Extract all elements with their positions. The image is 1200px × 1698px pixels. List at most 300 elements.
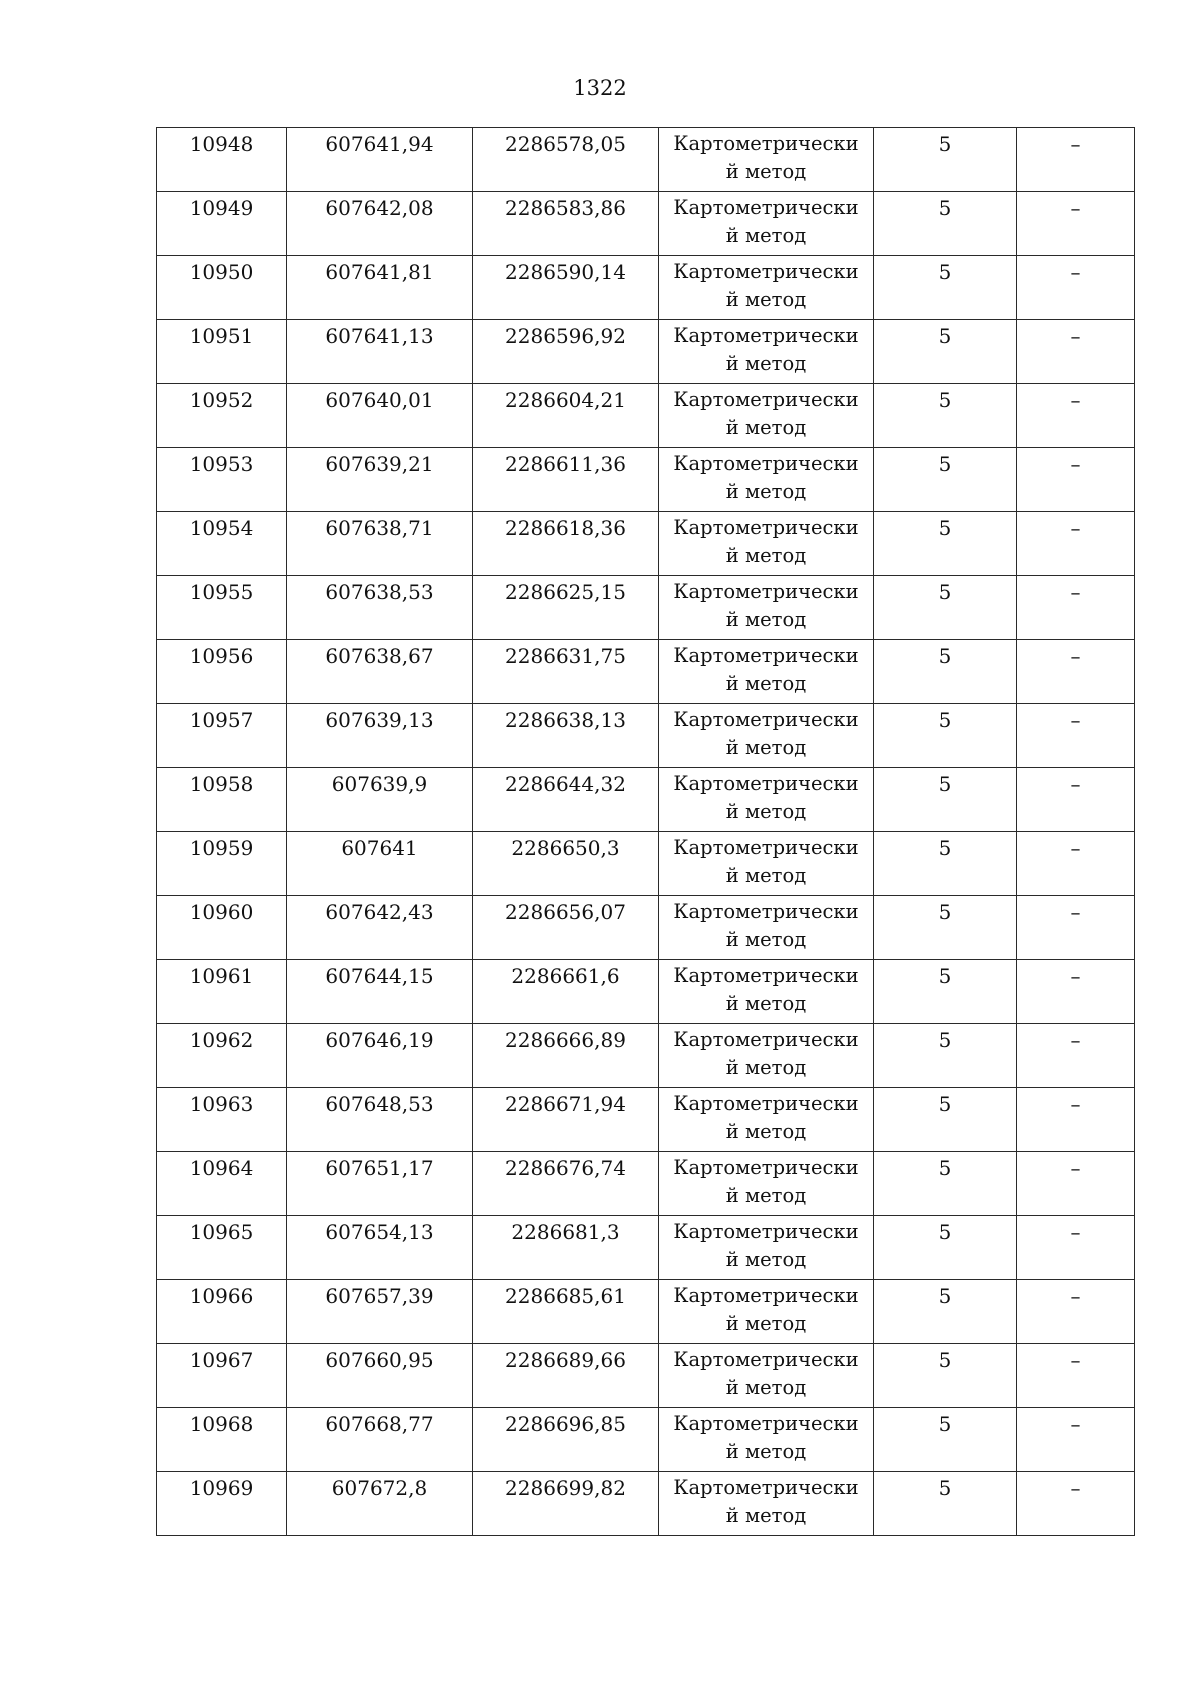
y-coordinate-cell [473,384,659,448]
accuracy-cell [874,832,1017,896]
accuracy: 5 [938,324,952,348]
method-line-2: й метод [725,160,807,183]
method-cell [659,1408,874,1472]
method-line-2: й метод [725,1056,807,1079]
method-line-1: Картометрически [673,900,859,923]
point-id-cell [157,832,287,896]
method-text [659,256,873,314]
table-row [157,1088,1135,1152]
method-cell [659,320,874,384]
method-line-2: й метод [725,864,807,887]
note: – [1070,1412,1081,1436]
point-id: 10956 [189,644,254,668]
y-coordinate-cell [473,192,659,256]
x-coordinate: 607672,8 [331,1476,428,1500]
method-cell [659,128,874,192]
method-text [659,1344,873,1402]
note: – [1070,1284,1081,1308]
method-line-1: Картометрически [673,1028,859,1051]
y-coordinate-cell [473,1472,659,1536]
accuracy: 5 [938,452,952,476]
method-line-2: й метод [725,992,807,1015]
y-coordinate-cell [473,512,659,576]
method-line-1: Картометрически [673,196,859,219]
method-line-2: й метод [725,1248,807,1271]
accuracy-cell [874,320,1017,384]
x-coordinate-cell [287,384,473,448]
page-number: 1322 [573,76,627,100]
table-row [157,1024,1135,1088]
x-coordinate-cell [287,1280,473,1344]
accuracy: 5 [938,132,952,156]
method-text [659,1216,873,1274]
method-text [659,128,873,186]
note: – [1070,708,1081,732]
method-text [659,1408,873,1466]
y-coordinate-cell [473,896,659,960]
method-line-2: й метод [725,928,807,951]
note-cell [1017,448,1135,512]
accuracy: 5 [938,1028,952,1052]
method-cell [659,1152,874,1216]
method-cell [659,1344,874,1408]
method-text [659,576,873,634]
accuracy-cell [874,640,1017,704]
y-coordinate-cell [473,1152,659,1216]
note: – [1070,1476,1081,1500]
note: – [1070,836,1081,860]
x-coordinate: 607642,43 [325,900,434,924]
x-coordinate-cell [287,1024,473,1088]
x-coordinate: 607641 [341,836,418,860]
method-line-1: Картометрически [673,132,859,155]
y-coordinate-cell [473,128,659,192]
method-cell [659,704,874,768]
note-cell [1017,320,1135,384]
accuracy-cell [874,960,1017,1024]
note: – [1070,900,1081,924]
point-id-cell [157,1024,287,1088]
point-id-cell [157,1472,287,1536]
note: – [1070,1220,1081,1244]
x-coordinate: 607651,17 [325,1156,434,1180]
point-id-cell [157,1408,287,1472]
method-line-2: й метод [725,1504,807,1527]
note: – [1070,388,1081,412]
point-id-cell [157,1216,287,1280]
accuracy: 5 [938,388,952,412]
accuracy-cell [874,1024,1017,1088]
point-id: 10957 [189,708,254,732]
table-row [157,384,1135,448]
x-coordinate: 607639,9 [331,772,428,796]
note: – [1070,1092,1081,1116]
y-coordinate: 2286578,05 [505,132,626,156]
accuracy-cell [874,1472,1017,1536]
point-id-cell [157,640,287,704]
x-coordinate: 607641,94 [325,132,434,156]
accuracy-cell [874,192,1017,256]
y-coordinate-cell [473,320,659,384]
point-id-cell [157,704,287,768]
method-cell [659,832,874,896]
y-coordinate: 2286618,36 [505,516,626,540]
y-coordinate-cell [473,576,659,640]
y-coordinate: 2286625,15 [505,580,626,604]
method-cell [659,576,874,640]
method-line-1: Картометрически [673,516,859,539]
note-cell [1017,960,1135,1024]
y-coordinate: 2286681,3 [511,1220,620,1244]
note-cell [1017,576,1135,640]
accuracy: 5 [938,1476,952,1500]
table-row [157,512,1135,576]
coordinates-table-body [157,128,1135,1536]
accuracy: 5 [938,1412,952,1436]
y-coordinate-cell [473,1216,659,1280]
note-cell [1017,256,1135,320]
x-coordinate-cell [287,192,473,256]
x-coordinate-cell [287,704,473,768]
x-coordinate: 607660,95 [325,1348,434,1372]
method-line-2: й метод [725,1440,807,1463]
point-id: 10967 [189,1348,254,1372]
method-line-2: й метод [725,480,807,503]
note-cell [1017,1152,1135,1216]
method-line-2: й метод [725,416,807,439]
accuracy-cell [874,1152,1017,1216]
method-line-1: Картометрически [673,772,859,795]
y-coordinate: 2286638,13 [505,708,626,732]
point-id-cell [157,960,287,1024]
accuracy-cell [874,576,1017,640]
accuracy: 5 [938,196,952,220]
point-id: 10958 [189,772,254,796]
point-id-cell [157,1344,287,1408]
note: – [1070,1028,1081,1052]
method-line-2: й метод [725,224,807,247]
point-id: 10955 [189,580,254,604]
x-coordinate-cell [287,832,473,896]
table-row [157,1472,1135,1536]
note-cell [1017,1280,1135,1344]
method-line-1: Картометрически [673,1284,859,1307]
y-coordinate: 2286611,36 [505,452,626,476]
note-cell [1017,832,1135,896]
accuracy-cell [874,768,1017,832]
point-id: 10960 [189,900,254,924]
method-line-1: Картометрически [673,644,859,667]
table-row [157,576,1135,640]
point-id-cell [157,896,287,960]
method-line-1: Картометрически [673,1348,859,1371]
y-coordinate: 2286666,89 [505,1028,626,1052]
method-line-2: й метод [725,1120,807,1143]
accuracy-cell [874,512,1017,576]
accuracy: 5 [938,1348,952,1372]
x-coordinate-cell [287,448,473,512]
accuracy: 5 [938,580,952,604]
accuracy-cell [874,128,1017,192]
y-coordinate-cell [473,448,659,512]
table-row [157,704,1135,768]
method-cell [659,384,874,448]
method-line-1: Картометрически [673,388,859,411]
note-cell [1017,1472,1135,1536]
accuracy-cell [874,256,1017,320]
y-coordinate-cell [473,768,659,832]
table-row [157,832,1135,896]
note: – [1070,964,1081,988]
point-id: 10953 [189,452,254,476]
point-id-cell [157,384,287,448]
accuracy-cell [874,384,1017,448]
point-id: 10951 [189,324,254,348]
y-coordinate-cell [473,1344,659,1408]
note: – [1070,772,1081,796]
x-coordinate: 607641,13 [325,324,434,348]
method-cell [659,448,874,512]
y-coordinate-cell [473,960,659,1024]
y-coordinate: 2286661,6 [511,964,620,988]
method-cell [659,1216,874,1280]
method-line-2: й метод [725,1184,807,1207]
method-text [659,640,873,698]
y-coordinate: 2286676,74 [505,1156,626,1180]
table-row [157,1280,1135,1344]
point-id-cell [157,256,287,320]
table-row [157,256,1135,320]
method-cell [659,1472,874,1536]
method-line-2: й метод [725,352,807,375]
note: – [1070,452,1081,476]
method-line-2: й метод [725,736,807,759]
method-cell [659,768,874,832]
note-cell [1017,768,1135,832]
y-coordinate-cell [473,832,659,896]
accuracy: 5 [938,516,952,540]
x-coordinate: 607641,81 [325,260,434,284]
note: – [1070,644,1081,668]
y-coordinate-cell [473,1280,659,1344]
y-coordinate: 2286656,07 [505,900,626,924]
table-row [157,1408,1135,1472]
note-cell [1017,192,1135,256]
x-coordinate-cell [287,128,473,192]
x-coordinate: 607668,77 [325,1412,434,1436]
x-coordinate: 607657,39 [325,1284,434,1308]
table-row [157,768,1135,832]
method-line-1: Картометрически [673,964,859,987]
accuracy-cell [874,1088,1017,1152]
x-coordinate: 607648,53 [325,1092,434,1116]
point-id-cell [157,448,287,512]
x-coordinate: 607654,13 [325,1220,434,1244]
note-cell [1017,896,1135,960]
note-cell [1017,1216,1135,1280]
accuracy: 5 [938,900,952,924]
accuracy: 5 [938,1284,952,1308]
x-coordinate-cell [287,640,473,704]
x-coordinate-cell [287,960,473,1024]
method-line-1: Картометрически [673,260,859,283]
accuracy: 5 [938,260,952,284]
method-cell [659,896,874,960]
accuracy: 5 [938,1092,952,1116]
x-coordinate: 607639,21 [325,452,434,476]
y-coordinate-cell [473,1088,659,1152]
method-text [659,192,873,250]
point-id: 10950 [189,260,254,284]
x-coordinate-cell [287,1408,473,1472]
accuracy: 5 [938,964,952,988]
accuracy-cell [874,1216,1017,1280]
note-cell [1017,640,1135,704]
point-id-cell [157,576,287,640]
method-text [659,384,873,442]
table-row [157,128,1135,192]
accuracy: 5 [938,1220,952,1244]
method-text [659,1024,873,1082]
point-id-cell [157,128,287,192]
point-id: 10959 [189,836,254,860]
method-text [659,1088,873,1146]
method-cell [659,1088,874,1152]
note-cell [1017,1088,1135,1152]
method-line-2: й метод [725,544,807,567]
y-coordinate: 2286596,92 [505,324,626,348]
method-line-1: Картометрически [673,324,859,347]
point-id: 10949 [189,196,254,220]
note-cell [1017,512,1135,576]
table-row [157,320,1135,384]
x-coordinate-cell [287,1152,473,1216]
table-row [157,896,1135,960]
method-text [659,960,873,1018]
table-row [157,1344,1135,1408]
point-id: 10961 [189,964,254,988]
point-id-cell [157,320,287,384]
point-id: 10968 [189,1412,254,1436]
x-coordinate: 607646,19 [325,1028,434,1052]
method-text [659,320,873,378]
y-coordinate-cell [473,1024,659,1088]
method-cell [659,256,874,320]
accuracy-cell [874,704,1017,768]
y-coordinate: 2286650,3 [511,836,620,860]
table-row [157,448,1135,512]
note: – [1070,1156,1081,1180]
y-coordinate: 2286671,94 [505,1092,626,1116]
note-cell [1017,1408,1135,1472]
method-text [659,1152,873,1210]
method-line-1: Картометрически [673,708,859,731]
point-id: 10965 [189,1220,254,1244]
point-id: 10966 [189,1284,254,1308]
x-coordinate-cell [287,1472,473,1536]
x-coordinate-cell [287,320,473,384]
note: – [1070,260,1081,284]
accuracy: 5 [938,772,952,796]
method-cell [659,960,874,1024]
method-line-1: Картометрически [673,452,859,475]
accuracy-cell [874,896,1017,960]
method-line-2: й метод [725,1376,807,1399]
x-coordinate-cell [287,1344,473,1408]
method-text [659,832,873,890]
x-coordinate-cell [287,768,473,832]
point-id-cell [157,1280,287,1344]
y-coordinate: 2286689,66 [505,1348,626,1372]
y-coordinate-cell [473,704,659,768]
point-id: 10952 [189,388,254,412]
y-coordinate: 2286583,86 [505,196,626,220]
method-cell [659,640,874,704]
method-line-1: Картометрически [673,1412,859,1435]
accuracy-cell [874,448,1017,512]
note: – [1070,324,1081,348]
method-line-1: Картометрически [673,1220,859,1243]
note-cell [1017,1344,1135,1408]
method-text [659,704,873,762]
method-text [659,1280,873,1338]
method-line-2: й метод [725,672,807,695]
method-cell [659,1024,874,1088]
method-cell [659,192,874,256]
method-text [659,768,873,826]
point-id: 10963 [189,1092,254,1116]
method-line-1: Картометрически [673,580,859,603]
accuracy: 5 [938,708,952,732]
accuracy-cell [874,1408,1017,1472]
note: – [1070,580,1081,604]
method-line-2: й метод [725,800,807,823]
point-id: 10948 [189,132,254,156]
point-id-cell [157,512,287,576]
note-cell [1017,128,1135,192]
point-id-cell [157,1088,287,1152]
note-cell [1017,384,1135,448]
x-coordinate-cell [287,256,473,320]
table-row [157,960,1135,1024]
y-coordinate-cell [473,256,659,320]
note: – [1070,516,1081,540]
point-id: 10964 [189,1156,254,1180]
point-id-cell [157,192,287,256]
point-id: 10969 [189,1476,254,1500]
note-cell [1017,704,1135,768]
method-line-1: Картометрически [673,1092,859,1115]
note: – [1070,1348,1081,1372]
point-id-cell [157,1152,287,1216]
table-row [157,1152,1135,1216]
point-id-cell [157,768,287,832]
y-coordinate: 2286699,82 [505,1476,626,1500]
accuracy: 5 [938,644,952,668]
x-coordinate: 607638,71 [325,516,434,540]
y-coordinate: 2286631,75 [505,644,626,668]
accuracy: 5 [938,1156,952,1180]
method-line-1: Картометрически [673,1476,859,1499]
method-text [659,448,873,506]
method-line-2: й метод [725,288,807,311]
table-row [157,192,1135,256]
x-coordinate: 607640,01 [325,388,434,412]
x-coordinate-cell [287,896,473,960]
method-line-1: Картометрически [673,836,859,859]
y-coordinate: 2286644,32 [505,772,626,796]
method-cell [659,512,874,576]
